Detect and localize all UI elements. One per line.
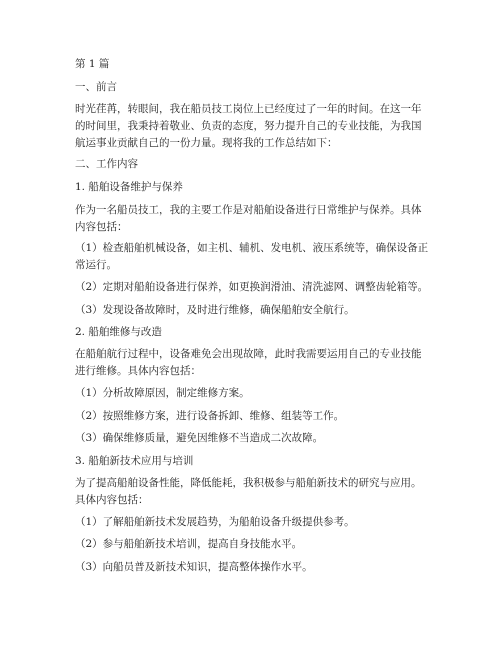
list-item: （3）确保维修质量，避免因维修不当造成二次故障。 [75,432,324,444]
section-heading-preface: 一、前言 [75,81,117,93]
chapter-title: 第 1 篇 [75,58,110,70]
list-item: （2）按照维修方案，进行设备拆卸、维修、组装等工作。 [75,410,345,422]
subsection-heading-maintenance: 1. 船舶设备维护与保养 [75,181,183,193]
new-tech-intro-paragraph: 为了提高船舶设备性能，降低能耗，我积极参与船舶新技术的研究与应用。具体内容包括： [75,477,422,506]
list-item: （2）参与船舶新技术培训，提高自身技能水平。 [75,538,303,550]
maintenance-intro-paragraph: 作为一名船员技工，我的主要工作是对船舶设备进行日常维护与保养。具体内容包括： [75,204,422,233]
list-item: （2）定期对船舶设备进行保养，如更换润滑油、清洗滤网、调整齿轮箱等。 [75,281,429,293]
list-item: （1）了解船舶新技术发展趋势，为船舶设备升级提供参考。 [75,516,355,528]
list-item: （1）分析故障原因，制定维修方案。 [75,387,250,399]
list-item: （3）向船员普及新技术知识，提高整体操作水平。 [75,561,313,573]
subsection-heading-repair: 2. 船舶维修与改造 [75,326,162,338]
list-item: （3）发现设备故障时，及时进行维修，确保船舶安全航行。 [75,304,355,316]
subsection-heading-new-tech: 3. 船舶新技术应用与培训 [75,455,194,467]
repair-intro-paragraph: 在船舶航行过程中，设备难免会出现故障，此时我需要运用自己的专业技能进行维修。具体内容包括： [75,348,422,377]
section-heading-work-content: 二、工作内容 [75,158,138,170]
list-item: （1）检查船舶机械设备，如主机、辅机、发电机、液压系统等，确保设备正常运行。 [75,242,429,271]
intro-paragraph: 时光荏苒，转眼间，我在船员技工岗位上已经度过了一年的时间。在这一年的时间里，我秉持着敬业、负责的态度，努力提升自己的专业技能，为我国航运事业贡献自己的一份力量。现将我的工作总结如下： [75,103,422,149]
